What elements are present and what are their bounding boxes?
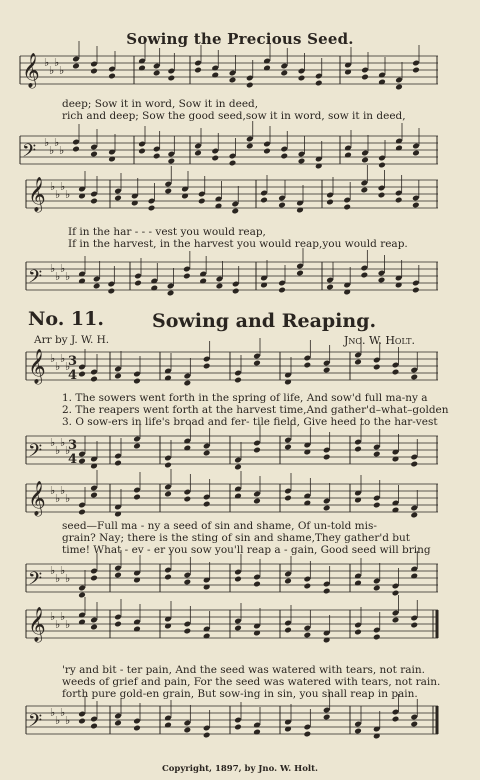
treble-clef-icon: 𝄞	[28, 607, 46, 642]
note-head	[378, 162, 386, 169]
flat-icon: ♭	[55, 360, 61, 373]
note-head	[326, 199, 334, 206]
note-head	[153, 70, 161, 77]
note-head	[354, 359, 362, 366]
note-head	[108, 73, 116, 80]
note-head	[184, 380, 192, 387]
note-head	[184, 628, 192, 635]
note-head	[114, 572, 122, 579]
note-head	[90, 723, 98, 730]
note-head	[284, 444, 292, 451]
note-head	[133, 494, 141, 501]
note-head	[323, 714, 331, 721]
note-head	[410, 374, 418, 381]
note-head	[78, 371, 86, 378]
note-head	[203, 363, 211, 370]
flat-icon: ♭	[60, 484, 66, 497]
flat-icon: ♭	[49, 64, 55, 77]
note-head	[253, 447, 261, 454]
verse-line: 'ry and bit - ter pain, And the seed was watered with tears, not rain.	[62, 664, 425, 676]
flat-icon: ♭	[65, 572, 71, 585]
note-head	[246, 143, 254, 150]
note-head	[78, 509, 86, 516]
note-head	[412, 287, 420, 294]
note-head	[134, 280, 142, 287]
note-head	[78, 458, 86, 465]
note-head	[354, 446, 362, 453]
hymn1-system2-lyric-line1: If in the har - - - vest you would reap,	[68, 226, 266, 238]
note-head	[354, 629, 362, 636]
note-head	[278, 202, 286, 209]
note-head	[183, 273, 191, 280]
note-head	[90, 575, 98, 582]
copyright-notice: Copyright, 1897, by Jno. W. Holt.	[161, 764, 318, 774]
bass-clef-icon: 𝄢	[28, 569, 43, 594]
note-head	[153, 153, 161, 160]
bass-clef-icon: 𝄢	[28, 711, 43, 736]
flat-icon: ♭	[60, 352, 66, 365]
note-head	[246, 82, 254, 89]
flat-icon: ♭	[65, 618, 71, 631]
note-head	[315, 80, 323, 87]
note-head	[412, 150, 420, 157]
time-signature: 4	[68, 452, 78, 467]
note-head	[114, 373, 122, 380]
note-head	[280, 70, 288, 77]
verse-line: weeds of grief and pain, For the seed was watered with tears, not rain.	[62, 676, 441, 688]
note-head	[253, 498, 261, 505]
time-signature: 3	[68, 438, 78, 453]
note-head	[90, 624, 98, 631]
composer-credit: Jno. W. Holt.	[344, 334, 415, 347]
note-head	[232, 288, 240, 295]
note-head	[78, 718, 86, 725]
treble-clef-icon: 𝄞	[22, 53, 40, 88]
note-head	[361, 187, 369, 194]
note-head	[229, 77, 237, 84]
note-head	[114, 621, 122, 628]
flat-icon: ♭	[55, 444, 61, 457]
note-head	[108, 288, 116, 295]
note-head	[72, 63, 80, 70]
note-head	[211, 155, 219, 162]
time-signature: 3	[68, 354, 78, 369]
flat-icon: ♭	[55, 714, 61, 727]
note-head	[148, 205, 156, 212]
flat-icon: ♭	[44, 56, 50, 69]
note-head	[90, 198, 98, 205]
note-head	[194, 150, 202, 157]
note-head	[323, 505, 331, 512]
note-head	[284, 495, 292, 502]
hymn-title-sowing-and-reaping: Sowing and Reaping.	[152, 310, 377, 332]
note-head	[164, 574, 172, 581]
flat-icon: ♭	[65, 444, 71, 457]
verse-line: 1. The sowers went forth in the spring of life, And sow'd full ma-ny a	[62, 392, 428, 404]
note-head	[133, 443, 141, 450]
note-head	[280, 153, 288, 160]
flat-icon: ♭	[50, 706, 56, 719]
note-head	[373, 585, 381, 592]
flat-icon: ♭	[59, 144, 65, 157]
verse-line: grain? Nay; there is the sting of sin and shame,They gather'd but	[62, 532, 411, 544]
note-head	[114, 720, 122, 727]
note-head	[354, 728, 362, 735]
note-head	[373, 502, 381, 509]
flat-icon: ♭	[65, 360, 71, 373]
note-head	[378, 192, 386, 199]
hymn1-system2-lyric-line2: If in the harvest, in the harvest you would reap,you would reap.	[68, 238, 408, 250]
note-head	[304, 731, 312, 738]
note-head	[298, 75, 306, 82]
flat-icon: ♭	[50, 436, 56, 449]
hymn1-system1-lyric-line1: deep; Sow it in word, Sow it in deed,	[62, 98, 259, 110]
note-head	[361, 157, 369, 164]
flat-icon: ♭	[55, 618, 61, 631]
note-head	[373, 451, 381, 458]
flat-icon: ♭	[55, 572, 61, 585]
note-head	[410, 721, 418, 728]
note-head	[304, 632, 312, 639]
note-head	[412, 202, 420, 209]
bass-clef-icon: 𝄢	[28, 441, 43, 466]
note-head	[234, 625, 242, 632]
note-head	[203, 732, 211, 739]
note-head	[90, 151, 98, 158]
note-head	[164, 188, 172, 195]
flat-icon: ♭	[55, 188, 61, 201]
verse-line: time! What - ev - er you sow you'll reap a - gain, Good seed will bring	[62, 544, 431, 556]
arranger-credit: Arr by J. W. H.	[34, 334, 110, 346]
note-head	[284, 578, 292, 585]
verse-line: 2. The reapers went forth at the harvest time,And gather'd–what–golden	[62, 404, 449, 416]
verse-line: forth pure gold-en grain, But sow-ing in sin, you shall reap in pain.	[62, 688, 418, 700]
note-head	[90, 68, 98, 75]
note-head	[284, 627, 292, 634]
note-head	[361, 272, 369, 279]
note-head	[133, 378, 141, 385]
note-head	[231, 208, 239, 215]
flat-icon: ♭	[65, 714, 71, 727]
note-head	[184, 496, 192, 503]
note-head	[304, 583, 312, 590]
note-head	[412, 67, 420, 74]
note-head	[378, 277, 386, 284]
flat-icon: ♭	[60, 610, 66, 623]
note-head	[234, 377, 242, 384]
flat-icon: ♭	[49, 144, 55, 157]
note-head	[164, 462, 172, 469]
note-head	[133, 725, 141, 732]
flat-icon: ♭	[50, 180, 56, 193]
flat-icon: ♭	[60, 436, 66, 449]
flat-icon: ♭	[60, 262, 66, 275]
note-head	[168, 158, 176, 165]
note-head	[164, 491, 172, 498]
note-head	[234, 464, 242, 471]
note-head	[323, 454, 331, 461]
flat-icon: ♭	[60, 564, 66, 577]
flat-icon: ♭	[59, 64, 65, 77]
flat-icon: ♭	[55, 492, 61, 505]
hymn1-system1-lyric-line2: rich and deep; Sow the good seed,sow it in word, sow it in deed,	[62, 110, 406, 122]
note-head	[410, 461, 418, 468]
flat-icon: ♭	[50, 484, 56, 497]
note-head	[253, 360, 261, 367]
note-head	[229, 160, 237, 167]
flat-icon: ♭	[54, 56, 60, 69]
note-head	[373, 364, 381, 371]
note-head	[138, 148, 146, 155]
note-head	[392, 617, 400, 624]
note-head	[90, 492, 98, 499]
note-head	[216, 283, 224, 290]
flat-icon: ♭	[60, 180, 66, 193]
note-head	[168, 75, 176, 82]
bass-clef-icon: 𝄢	[22, 141, 37, 166]
note-head	[395, 84, 403, 91]
treble-clef-icon: 𝄞	[28, 349, 46, 384]
note-head	[93, 283, 101, 290]
note-head	[296, 270, 304, 277]
note-head	[203, 501, 211, 508]
note-head	[184, 579, 192, 586]
note-head	[373, 634, 381, 641]
note-head	[323, 367, 331, 374]
note-head	[90, 376, 98, 383]
flat-icon: ♭	[50, 564, 56, 577]
note-head	[361, 74, 369, 81]
note-head	[194, 67, 202, 74]
note-head	[263, 148, 271, 155]
note-head	[304, 362, 312, 369]
note-head	[72, 146, 80, 153]
note-head	[410, 512, 418, 519]
note-head	[395, 197, 403, 204]
note-head	[203, 450, 211, 457]
note-head	[278, 287, 286, 294]
note-head	[253, 581, 261, 588]
flat-icon: ♭	[44, 136, 50, 149]
note-head	[114, 195, 122, 202]
note-head	[410, 622, 418, 629]
treble-clef-icon: 𝄞	[28, 481, 46, 516]
hymn-number: No. 11.	[28, 308, 104, 330]
hymn-title-sowing-the-precious-seed: Sowing the Precious Seed.	[126, 30, 354, 48]
flat-icon: ♭	[50, 352, 56, 365]
note-head	[392, 716, 400, 723]
note-head	[260, 197, 268, 204]
note-head	[234, 576, 242, 583]
note-head	[326, 284, 334, 291]
flat-icon: ♭	[50, 610, 56, 623]
note-head	[323, 588, 331, 595]
note-head	[234, 724, 242, 731]
bass-clef-icon: 𝄢	[28, 267, 43, 292]
note-head	[198, 198, 206, 205]
note-head	[343, 204, 351, 211]
flat-icon: ♭	[55, 270, 61, 283]
verse-line: seed—Full ma - ny a seed of sin and shame, Of un-told mis-	[62, 520, 377, 532]
flat-icon: ♭	[50, 262, 56, 275]
note-head	[392, 369, 400, 376]
flat-icon: ♭	[60, 706, 66, 719]
note-head	[114, 460, 122, 467]
flat-icon: ♭	[65, 492, 71, 505]
flat-icon: ♭	[54, 136, 60, 149]
time-signature: 4	[68, 368, 78, 383]
note-head	[167, 290, 175, 297]
note-head	[184, 727, 192, 734]
flat-icon: ♭	[65, 270, 71, 283]
flat-icon: ♭	[65, 188, 71, 201]
treble-clef-icon: 𝄞	[28, 177, 46, 212]
verse-line: 3. O sow-ers in life's broad and fer- tile field, Give heed to the har-vest	[62, 416, 438, 428]
note-head	[298, 158, 306, 165]
